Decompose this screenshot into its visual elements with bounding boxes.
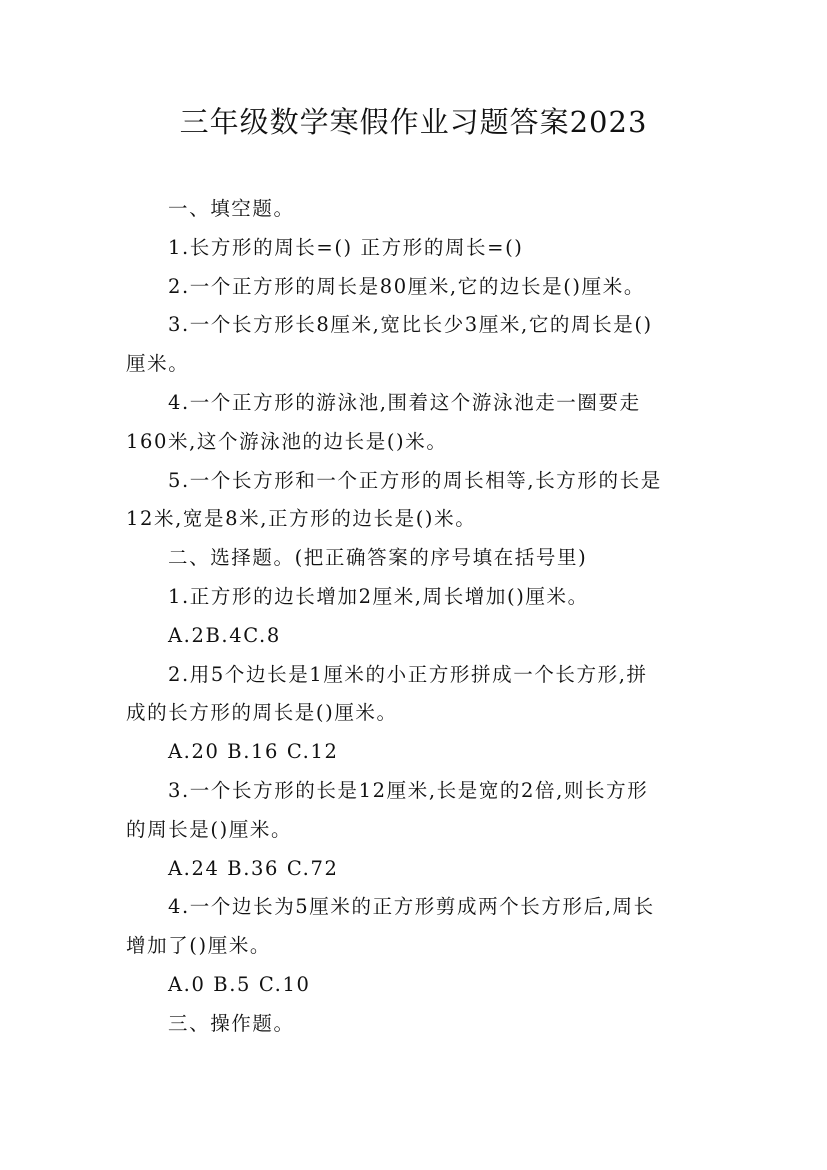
question-line: 1.正方形的边长增加2厘米,周长增加()厘米。 bbox=[168, 584, 589, 608]
question-line: 2.一个正方形的周长是80厘米,它的边长是()厘米。 bbox=[168, 274, 645, 298]
question-line: 3.一个长方形长8厘米,宽比长少3厘米,它的周长是() bbox=[168, 313, 653, 337]
answer-options: A.20 B.16 C.12 bbox=[168, 740, 339, 764]
question-line: 4.一个正方形的游泳池,围着这个游泳池走一圈要走 bbox=[168, 390, 641, 414]
question-line-continued: 成的长方形的周长是()厘米。 bbox=[126, 701, 398, 725]
document-title: 三年级数学寒假作业习题答案2023 bbox=[179, 105, 648, 139]
question-line-continued: 的周长是()厘米。 bbox=[126, 817, 293, 841]
answer-options: A.0 B.5 C.10 bbox=[168, 972, 311, 996]
question-line-continued: 增加了()厘米。 bbox=[126, 934, 272, 958]
answer-options: A.24 B.36 C.72 bbox=[168, 856, 339, 880]
question-line-continued: 12米,宽是8米,正方形的边长是()米。 bbox=[126, 507, 477, 531]
question-line: 5.一个长方形和一个正方形的周长相等,长方形的长是 bbox=[168, 468, 662, 492]
section-heading-fill-blank: 一、填空题。 bbox=[168, 197, 295, 220]
section-heading-operation: 三、操作题。 bbox=[168, 1011, 295, 1035]
section-heading-multiple-choice: 二、选择题。(把正确答案的序号填在括号里) bbox=[168, 546, 588, 570]
question-line: 2.用5个边长是1厘米的小正方形拼成一个长方形,拼 bbox=[168, 662, 648, 686]
answer-options: A.2B.4C.8 bbox=[168, 623, 281, 647]
document-body bbox=[126, 190, 716, 1044]
question-line-continued: 厘米。 bbox=[126, 352, 190, 376]
question-line: 4.一个边长为5厘米的正方形剪成两个长方形后,周长 bbox=[168, 895, 655, 919]
question-line-continued: 160米,这个游泳池的边长是()米。 bbox=[126, 429, 448, 453]
question-line: 1.长方形的周长=() 正方形的周长=() bbox=[168, 235, 524, 259]
question-line: 3.一个长方形的长是12厘米,长是宽的2倍,则长方形 bbox=[168, 778, 649, 802]
